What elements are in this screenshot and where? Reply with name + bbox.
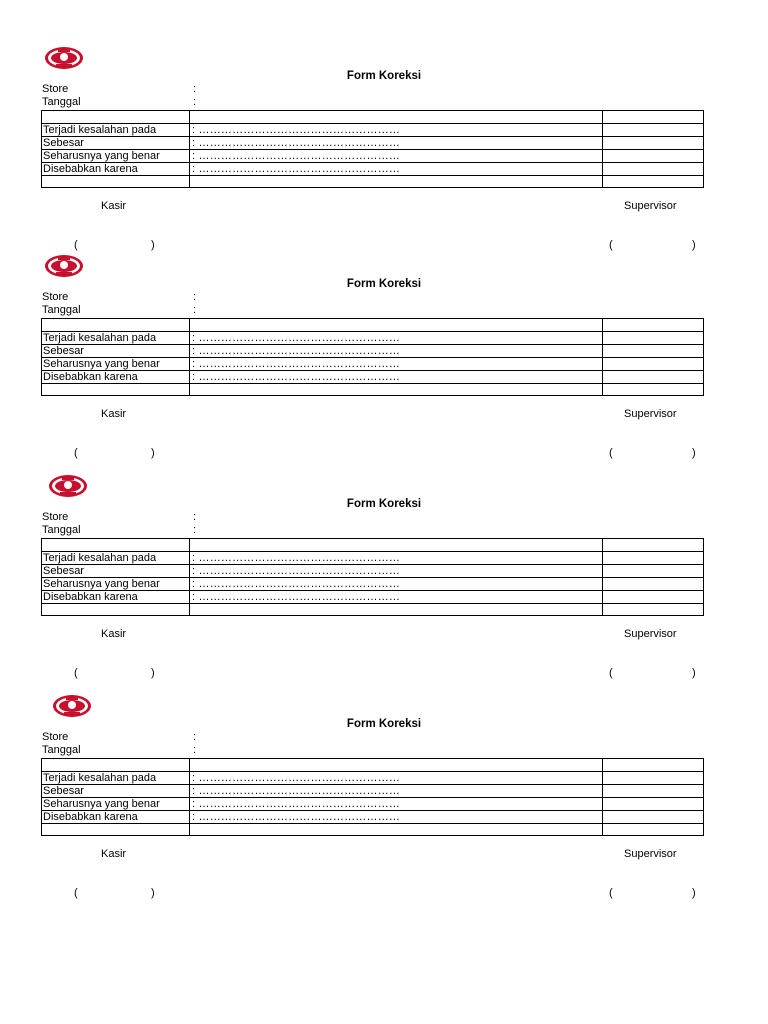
table-row-value: : ………………………………………………: [192, 772, 401, 784]
table-row-label: Seharusnya yang benar: [43, 150, 160, 162]
cashier-label: Kasir: [101, 408, 127, 420]
table-row-value: : ………………………………………………: [192, 150, 401, 162]
correction-form: [0, 254, 768, 474]
table-row-label: Disebabkan karena: [43, 811, 138, 823]
supervisor-sign-open: (: [609, 887, 613, 899]
date-colon: :: [193, 744, 197, 756]
table-row-value: : ………………………………………………: [192, 591, 401, 603]
table-row-label: Disebabkan karena: [43, 163, 138, 175]
correction-form: [0, 474, 768, 694]
cashier-sign-open: (: [74, 239, 78, 251]
table-row-label: Disebabkan karena: [43, 371, 138, 383]
cashier-sign-open: (: [74, 447, 78, 459]
cashier-sign-close: ): [151, 887, 155, 899]
table-row-label: Seharusnya yang benar: [43, 578, 160, 590]
table-rule: [42, 603, 703, 604]
table-row-value: : ………………………………………………: [192, 785, 401, 797]
store-label: Store: [42, 511, 69, 523]
table-row-value: : ………………………………………………: [192, 137, 401, 149]
table-row-value: : ………………………………………………: [192, 163, 401, 175]
table-row-value: : ………………………………………………: [192, 578, 401, 590]
table-row-value: : ………………………………………………: [192, 124, 401, 136]
supervisor-sign-open: (: [609, 447, 613, 459]
date-colon: :: [193, 96, 197, 108]
supervisor-label: Supervisor: [624, 628, 677, 640]
table-row-label: Terjadi kesalahan pada: [43, 552, 157, 564]
cashier-sign-open: (: [74, 667, 78, 679]
store-colon: :: [193, 83, 197, 95]
supervisor-sign-open: (: [609, 667, 613, 679]
store-colon: :: [193, 291, 197, 303]
kfc-logo-icon: [44, 254, 84, 278]
cashier-label: Kasir: [101, 628, 127, 640]
store-label: Store: [42, 731, 69, 743]
cashier-sign-open: (: [74, 887, 78, 899]
kfc-logo-icon: [48, 474, 88, 498]
date-label: Tanggal: [42, 524, 81, 536]
supervisor-label: Supervisor: [624, 408, 677, 420]
cashier-label: Kasir: [101, 200, 127, 212]
supervisor-sign-close: ): [692, 887, 696, 899]
correction-table: [41, 538, 704, 616]
table-row-label: Disebabkan karena: [43, 591, 138, 603]
table-row-value: : ………………………………………………: [192, 811, 401, 823]
form-title: Form Koreksi: [346, 278, 422, 290]
cashier-sign-close: ): [151, 239, 155, 251]
table-row-label: Terjadi kesalahan pada: [43, 332, 157, 344]
store-label: Store: [42, 291, 69, 303]
table-row-label: Sebesar: [43, 345, 84, 357]
table-row-label: Sebesar: [43, 137, 84, 149]
supervisor-sign-open: (: [609, 239, 613, 251]
form-title: Form Koreksi: [346, 70, 422, 82]
store-colon: :: [193, 731, 197, 743]
table-row-value: : ………………………………………………: [192, 371, 401, 383]
correction-table: [41, 758, 704, 836]
date-label: Tanggal: [42, 304, 81, 316]
table-rule: [42, 823, 703, 824]
table-row-label: Sebesar: [43, 565, 84, 577]
kfc-logo-icon: [44, 46, 84, 70]
kfc-logo-icon: [52, 694, 92, 718]
table-row-label: Terjadi kesalahan pada: [43, 772, 157, 784]
date-label: Tanggal: [42, 96, 81, 108]
table-rule: [42, 175, 703, 176]
date-colon: :: [193, 304, 197, 316]
supervisor-sign-close: ): [692, 447, 696, 459]
form-title: Form Koreksi: [346, 498, 422, 510]
supervisor-label: Supervisor: [624, 848, 677, 860]
supervisor-sign-close: ): [692, 667, 696, 679]
cashier-label: Kasir: [101, 848, 127, 860]
table-row-label: Sebesar: [43, 785, 84, 797]
table-row-value: : ………………………………………………: [192, 358, 401, 370]
supervisor-sign-close: ): [692, 239, 696, 251]
correction-table: [41, 318, 704, 396]
store-label: Store: [42, 83, 69, 95]
table-row-value: : ………………………………………………: [192, 798, 401, 810]
supervisor-label: Supervisor: [624, 200, 677, 212]
table-row-value: : ………………………………………………: [192, 332, 401, 344]
store-colon: :: [193, 511, 197, 523]
table-row-label: Seharusnya yang benar: [43, 798, 160, 810]
correction-table: [41, 110, 704, 188]
date-label: Tanggal: [42, 744, 81, 756]
table-row-label: Terjadi kesalahan pada: [43, 124, 157, 136]
table-row-value: : ………………………………………………: [192, 345, 401, 357]
table-row-label: Seharusnya yang benar: [43, 358, 160, 370]
table-row-value: : ………………………………………………: [192, 565, 401, 577]
cashier-sign-close: ): [151, 447, 155, 459]
form-title: Form Koreksi: [346, 718, 422, 730]
cashier-sign-close: ): [151, 667, 155, 679]
table-rule: [42, 383, 703, 384]
table-row-value: : ………………………………………………: [192, 552, 401, 564]
date-colon: :: [193, 524, 197, 536]
correction-form: [0, 694, 768, 914]
correction-form: [0, 46, 768, 266]
